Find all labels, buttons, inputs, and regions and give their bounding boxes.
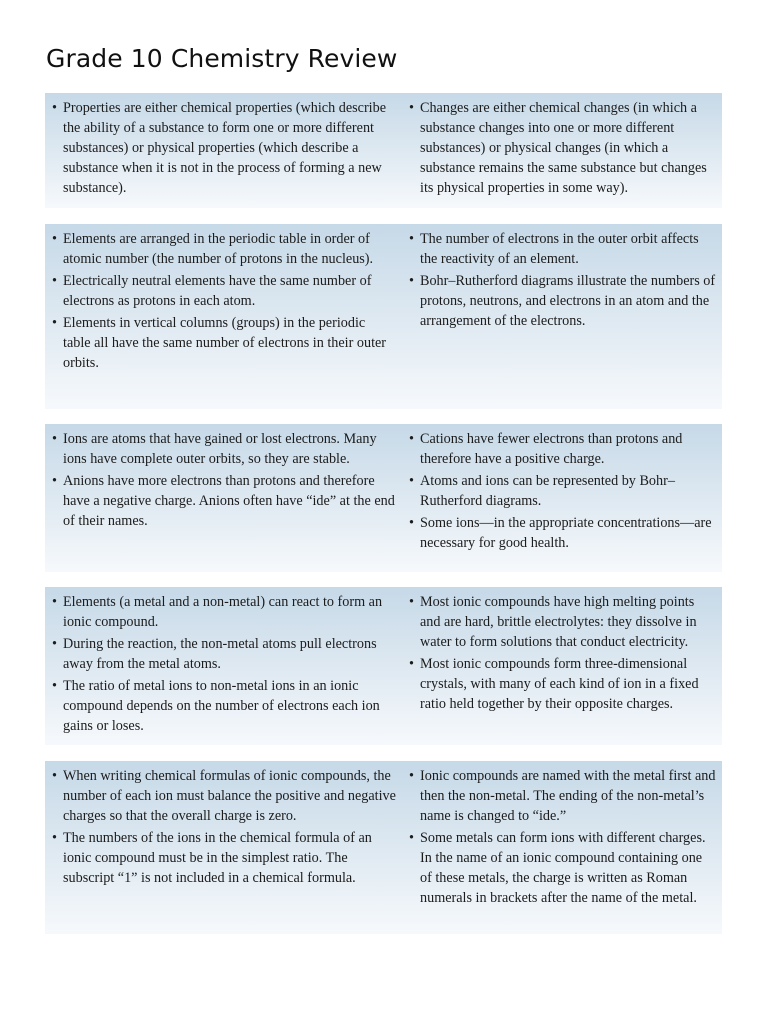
- panel-left-column: [45, 761, 400, 934]
- bullet-item: • Some ions—in the appropriate concentrations—are necessary for good health.: [408, 513, 716, 553]
- bullet-item: • Electrically neutral elements have the same number of electrons as protons in each atom.: [51, 271, 396, 311]
- panel-left-column: [45, 93, 400, 208]
- bullet-item: • Ions are atoms that have gained or lost electrons. Many ions have complete outer orbits, so they are stable.: [51, 429, 396, 469]
- review-panel-ionic-compounds: [45, 587, 722, 745]
- bullet-item: • Elements (a metal and a non-metal) can react to form an ionic compound.: [51, 592, 396, 632]
- bullet-item: • Elements are arranged in the periodic table in order of atomic number (the number of protons in the nucleus).: [51, 229, 396, 269]
- bullet-item: • The number of electrons in the outer orbit affects the reactivity of an element.: [408, 229, 716, 269]
- bullet-item: • When writing chemical formulas of ionic compounds, the number of each ion must balance the positive and negative charges so that the overall charge is zero.: [51, 766, 396, 826]
- review-panel-formulas: [45, 761, 722, 934]
- panel-right-column: [400, 761, 722, 934]
- bullet-item: • The ratio of metal ions to non-metal ions in an ionic compound depends on the number of electrons each ion gains or loses.: [51, 676, 396, 736]
- panel-left-column: [45, 224, 400, 409]
- bullet-item: • Anions have more electrons than protons and therefore have a negative charge. Anions often have “ide” at the end of their names.: [51, 471, 396, 531]
- panel-left-column: [45, 587, 400, 745]
- panel-left-column: [45, 424, 400, 572]
- panel-right-column: [400, 587, 722, 745]
- bullet-item: • Bohr–Rutherford diagrams illustrate the numbers of protons, neutrons, and electrons in an atom and the arrangement of the electrons.: [408, 271, 716, 331]
- page-title: Grade 10 Chemistry Review: [46, 44, 398, 73]
- bullet-item: • Cations have fewer electrons than protons and therefore have a positive charge.: [408, 429, 716, 469]
- bullet-item: • During the reaction, the non-metal atoms pull electrons away from the metal atoms.: [51, 634, 396, 674]
- panel-right-column: [400, 93, 722, 208]
- panel-right-column: [400, 424, 722, 572]
- panel-right-column: [400, 224, 722, 409]
- review-panel-properties: [45, 93, 722, 208]
- bullet-item: • Most ionic compounds have high melting points and are hard, brittle electrolytes: they dissolve in water to form solutions that conduct electricity.: [408, 592, 716, 652]
- bullet-item: • Ionic compounds are named with the metal first and then the non-metal. The ending of the non-metal’s name is changed to “ide.”: [408, 766, 716, 826]
- review-panel-periodic-table: [45, 224, 722, 409]
- bullet-item: • The numbers of the ions in the chemical formula of an ionic compound must be in the simplest ratio. The subscript “1” is not included in a chemical formula.: [51, 828, 396, 888]
- bullet-item: • Properties are either chemical properties (which describe the ability of a substance to form one or more different substances) or physical properties (which describe a substance when it is not in the process of forming a new substance).: [51, 98, 396, 198]
- bullet-item: • Changes are either chemical changes (in which a substance changes into one or more different substances) or physical changes (in which a substance remains the same substance but changes its physical properties in some way).: [408, 98, 716, 198]
- bullet-item: • Elements in vertical columns (groups) in the periodic table all have the same number of electrons in their outer orbits.: [51, 313, 396, 373]
- bullet-item: • Some metals can form ions with different charges. In the name of an ionic compound containing one of these metals, the charge is written as Roman numerals in brackets after the name of the metal.: [408, 828, 716, 908]
- review-panel-ions: [45, 424, 722, 572]
- bullet-item: • Atoms and ions can be represented by Bohr–Rutherford diagrams.: [408, 471, 716, 511]
- bullet-item: • Most ionic compounds form three-dimensional crystals, with many of each kind of ion in a fixed ratio held together by their opposite charges.: [408, 654, 716, 714]
